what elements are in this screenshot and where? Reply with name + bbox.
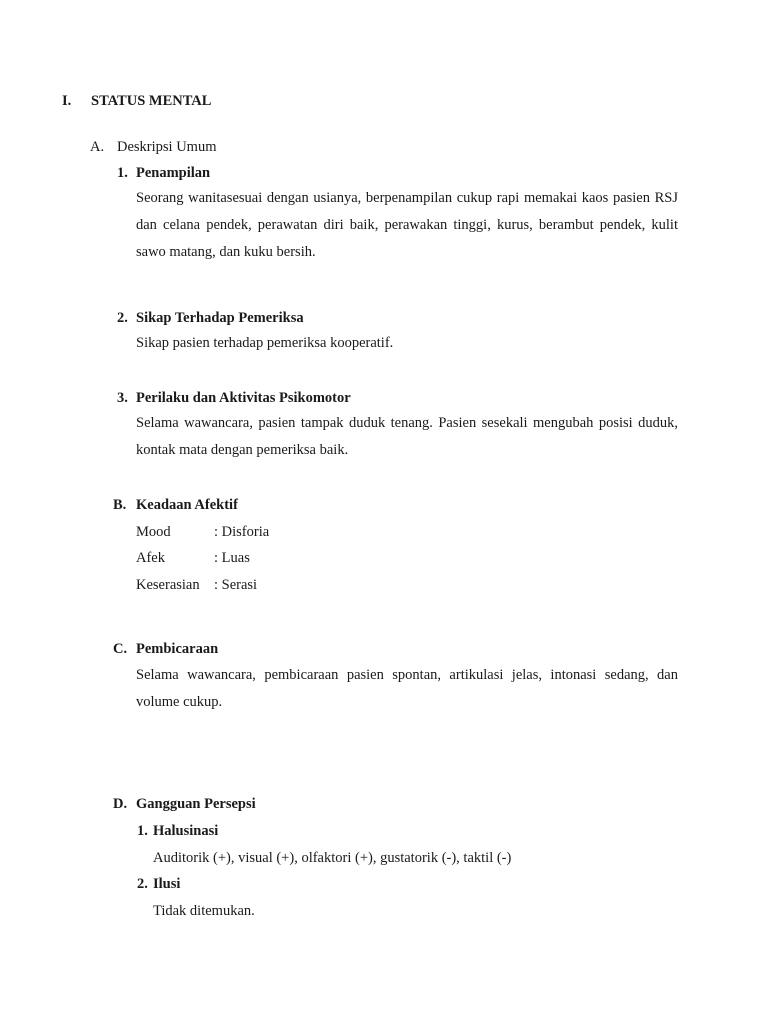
item-a2-number: 2. [117,310,128,326]
item-d1-number: 1. [137,823,148,839]
item-a1-paragraph [136,185,678,266]
paragraph-line: Selama wawancara, pembicaraan pasien spontan, artikulasi jelas, intonasi sedang, dan [136,667,678,683]
item-d1-text: Auditorik (+), visual (+), olfaktori (+), gustatorik (-), taktil (-) [153,850,512,866]
item-a1-number: 1. [117,165,128,181]
section-c-title: Pembicaraan [136,641,219,657]
paragraph-line: volume cukup. [136,694,223,710]
item-d2-text: Tidak ditemukan. [153,903,255,919]
item-a3-number: 3. [117,390,128,406]
section-c-paragraph [136,662,678,716]
item-d1-title: Halusinasi [153,823,219,839]
paragraph-line: dan celana pendek, perawatan diri baik, perawakan tinggi, kurus, berambut pendek, kulit [136,217,678,233]
item-a2-paragraph [136,330,678,357]
section-a-letter: A. [90,139,105,155]
heading-title: STATUS MENTAL [91,93,212,109]
affect-key-afek: Afek [136,550,165,566]
affect-key-keserasian: Keserasian [136,577,200,593]
paragraph-line: Sikap pasien terhadap pemeriksa kooperatif. [136,335,394,351]
paragraph-line: sawo matang, dan kuku bersih. [136,244,316,260]
section-c-letter: C. [113,641,128,657]
affect-value-afek: : Luas [214,550,250,566]
item-a3-title: Perilaku dan Aktivitas Psikomotor [136,390,351,406]
item-a3-paragraph [136,410,678,464]
paragraph-line: kontak mata dengan pemeriksa baik. [136,442,349,458]
affect-value-mood: : Disforia [214,524,270,540]
item-d2-title: Ilusi [153,876,181,892]
section-b-title: Keadaan Afektif [136,497,238,513]
paragraph-line: Selama wawancara, pasien tampak duduk tenang. Pasien sesekali mengubah posisi duduk, [136,415,678,431]
paragraph-line: Seorang wanitasesuai dengan usianya, berpenampilan cukup rapi memakai kaos pasien RSJ [136,190,678,206]
section-d-letter: D. [113,796,128,812]
section-b-letter: B. [113,497,127,513]
section-a-title: Deskripsi Umum [117,139,217,155]
affect-key-mood: Mood [136,524,171,540]
section-d-title: Gangguan Persepsi [136,796,256,812]
heading-numeral: I. [62,93,72,109]
affect-value-keserasian: : Serasi [214,577,258,593]
item-a2-title: Sikap Terhadap Pemeriksa [136,310,304,326]
item-a1-title: Penampilan [136,165,211,181]
item-d2-number: 2. [137,876,148,892]
